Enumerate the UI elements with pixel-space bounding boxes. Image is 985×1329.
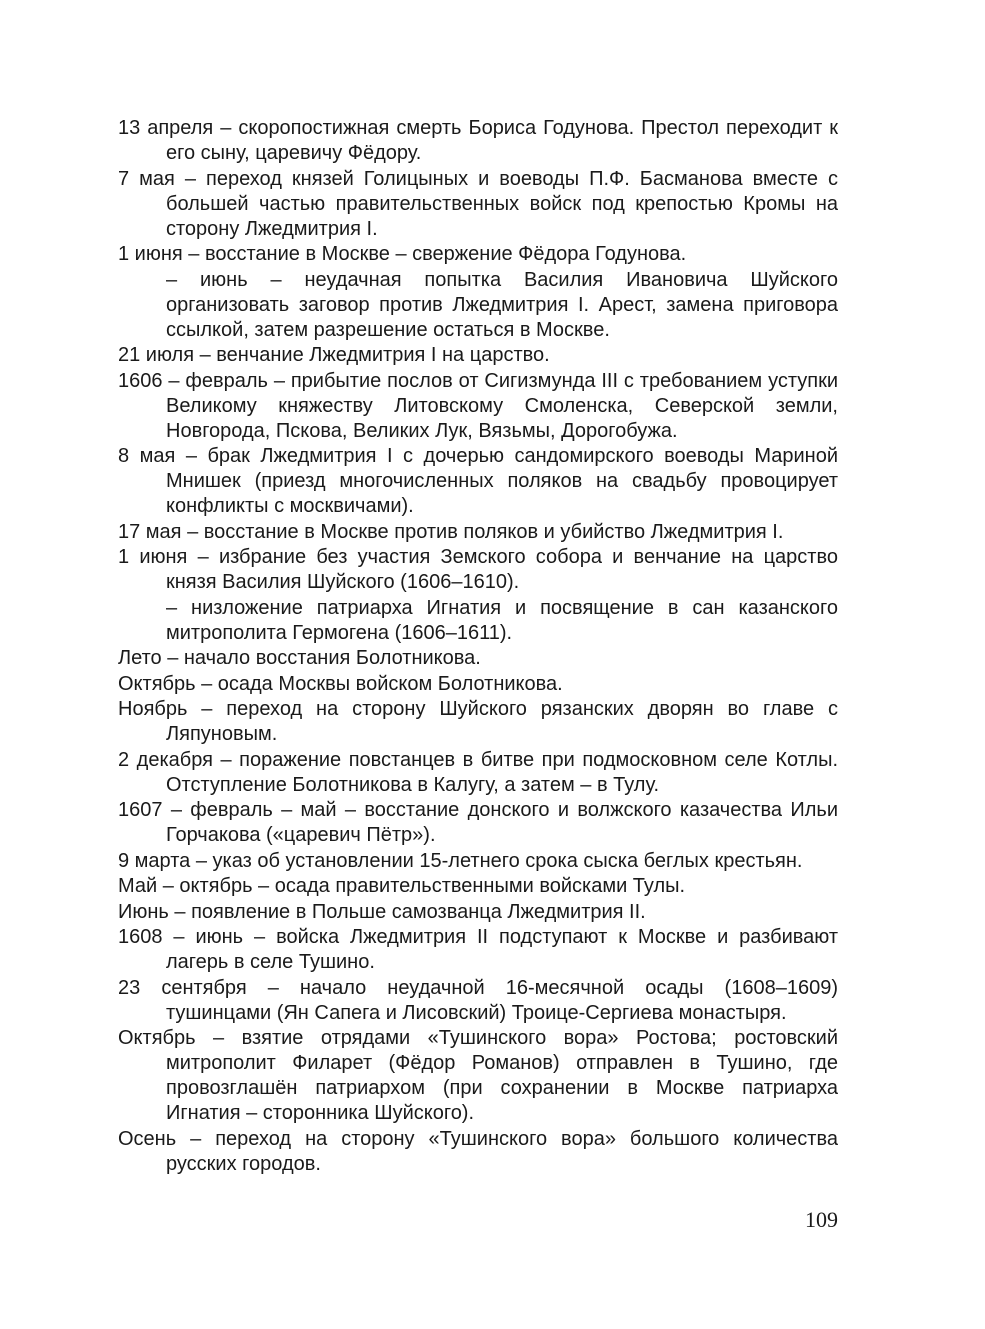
chronology-entry: 23 сентября – начало неудачной 16-месячной осады (1608–1609) тушинцами (Ян Сапега и Лисовский) Троице-Сергиева монастыря. xyxy=(118,976,838,1024)
chronology-entry: 7 мая – переход князей Голицыных и воеводы П.Ф. Басманова вместе с большей частью правительственных войск под крепостью Кромы на сторону Лжедмитрия I. xyxy=(118,167,838,240)
chronology-entry: 2 декабря – поражение повстанцев в битве при подмосковном селе Котлы. Отступление Болотникова в Калугу, а затем – в Тулу. xyxy=(118,748,838,796)
page-number: 109 xyxy=(805,1207,838,1232)
chronology-entry: Осень – переход на сторону «Тушинского вора» большого количества русских городов. xyxy=(118,1127,838,1175)
chronology-entry: Ноябрь – переход на сторону Шуйского рязанских дворян во главе с Ляпуновым. xyxy=(118,698,838,745)
chronology-entry: 8 мая – брак Лжедмитрия I с дочерью сандомирского воеводы Мариной Мнишек (приезд многочисленных поляков на свадьбу провоцирует конфликты с москвичами). xyxy=(118,445,838,517)
chronology-entry: Октябрь – взятие отрядами «Тушинского вора» Ростова; ростовский митрополит Филарет (Фёдор Романов) отправлен в Тушино, где провозглашён патриархом (при сохранении в Москве патриарха Игнатия – сторонника Шуйского). xyxy=(118,1027,838,1124)
chronology-entry: 17 мая – восстание в Москве против поляков и убийство Лжедмитрия I. xyxy=(118,520,784,543)
chronology-entry: 1 июня – избрание без участия Земского собора и венчание на царство князя Василия Шуйского (1606–1610). xyxy=(118,546,838,593)
chronology-entry-continuation: – низложение патриарха Игнатия и посвящение в сан казанского митрополита Гермогена (1606–1611). xyxy=(166,596,838,644)
chronology-entry: 1607 – февраль – май – восстание донского и волжского казачества Ильи Горчакова («царевич Пётр»). xyxy=(118,799,838,846)
chronology-entry: Лето – начало восстания Болотникова. xyxy=(118,647,481,669)
chronology-list xyxy=(118,116,838,1177)
chronology-entry: 13 апреля – скоропостижная смерть Бориса Годунова. Престол переходит к его сыну, царевичу Фёдору. xyxy=(118,117,838,164)
chronology-entry: 1608 – июнь – войска Лжедмитрия II подступают к Москве и разбивают лагерь в селе Тушино. xyxy=(118,926,838,973)
chronology-entry: 9 марта – указ об установлении 15-летнего срока сыска беглых крестьян. xyxy=(118,849,803,872)
chronology-entry: Октябрь – осада Москвы войском Болотникова. xyxy=(118,672,563,695)
chronology-entry: Июнь – появление в Польше самозванца Лжедмитрия II. xyxy=(118,900,646,923)
chronology-entry: 1 июня – восстание в Москве – свержение Фёдора Годунова. xyxy=(118,243,687,265)
chronology-entry-continuation: – июнь – неудачная попытка Василия Ивановича Шуйского организовать заговор против Лжедмитрия I. Арест, замена приговора ссылкой, затем разрешение остаться в Москве. xyxy=(166,268,838,341)
chronology-entry: 1606 – февраль – прибытие послов от Сигизмунда III с требованием уступки Великому княжеству Литовскому Смоленска, Северской земли, Новгорода, Пскова, Великих Лук, Вязьмы, Дорогобужа. xyxy=(118,369,838,442)
chronology-entry: 21 июля – венчание Лжедмитрия I на царство. xyxy=(118,344,550,366)
chronology-entry: Май – октябрь – осада правительственными войсками Тулы. xyxy=(118,875,686,897)
